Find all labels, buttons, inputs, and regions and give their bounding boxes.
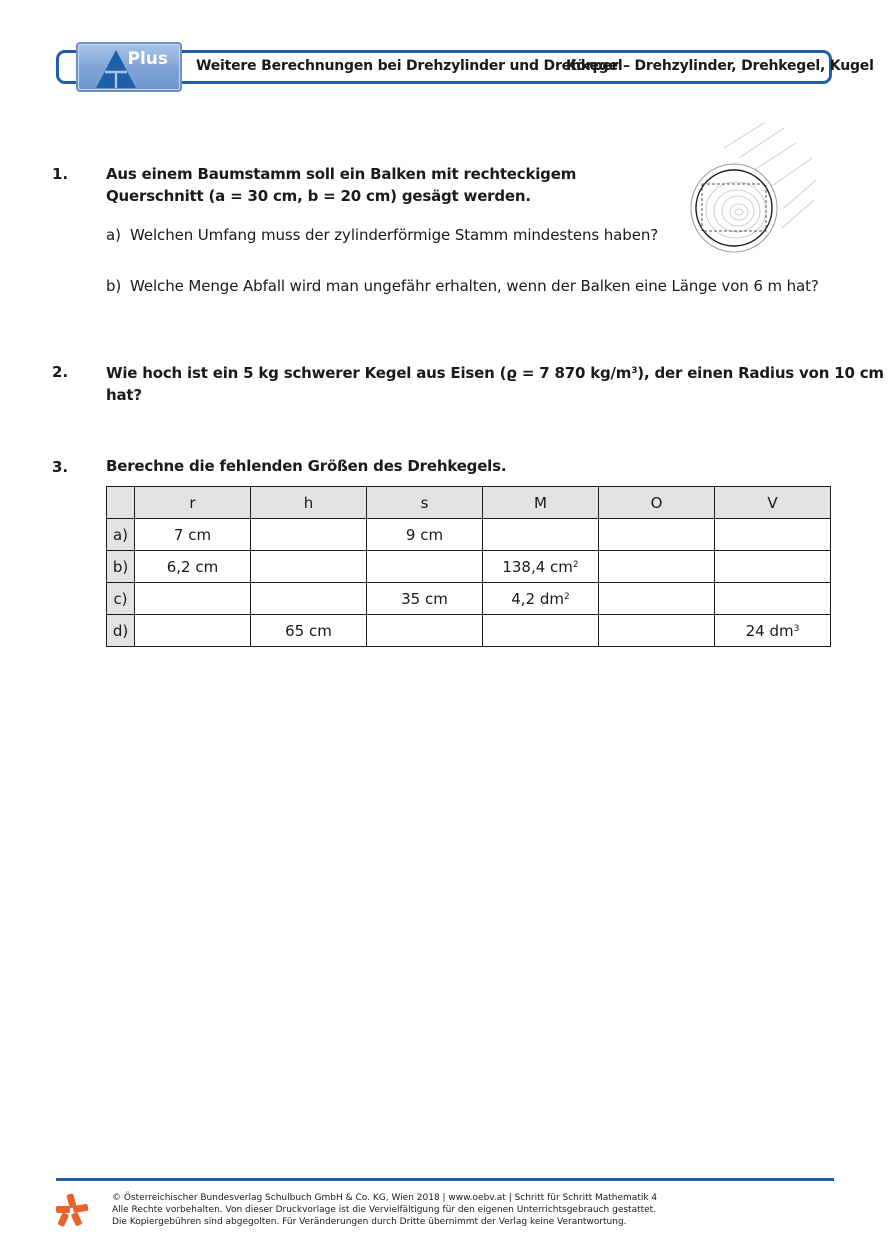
footer-text bbox=[112, 1192, 792, 1228]
task1-number: 1. bbox=[52, 165, 69, 183]
table-corner-cell bbox=[107, 487, 135, 519]
cell-s bbox=[367, 615, 483, 647]
cell-r bbox=[135, 583, 251, 615]
task1-a-label: a) bbox=[106, 226, 121, 244]
table-row bbox=[107, 519, 831, 551]
cell-V bbox=[715, 551, 831, 583]
cell-M bbox=[483, 551, 599, 583]
cell-M-sup: 2 bbox=[564, 591, 570, 602]
cell-V bbox=[715, 519, 831, 551]
task1-line2: Querschnitt (a = 30 cm, b = 20 cm) gesägt werden. bbox=[106, 187, 531, 205]
cell-V-sup: 3 bbox=[793, 623, 800, 634]
drehkegel-table bbox=[106, 486, 831, 647]
table-header-h: h bbox=[251, 487, 367, 519]
header-topic: Körper – Drehzylinder, Drehkegel, Kugel bbox=[566, 58, 874, 74]
task1-line1: Aus einem Baumstamm soll ein Balken mit rechteckigem bbox=[106, 165, 577, 183]
table-header-M: M bbox=[483, 487, 599, 519]
task2-number: 2. bbox=[52, 363, 69, 381]
cell-h bbox=[251, 551, 367, 583]
header-title: Weitere Berechnungen bei Drehzylinder und Drehkegel bbox=[196, 58, 623, 74]
task2-sup: 3 bbox=[631, 366, 638, 376]
footer-line2: Alle Rechte vorbehalten. Von dieser Druckvorlage ist die Vervielfältigung für den eigenen Unterrichtsgebrauch gestattet. bbox=[112, 1205, 657, 1215]
cell-M bbox=[483, 583, 599, 615]
cell-O bbox=[599, 551, 715, 583]
table-header-r: r bbox=[135, 487, 251, 519]
task1-b-text: Welche Menge Abfall wird man ungefähr erhalten, wenn der Balken eine Länge von 6 m hat? bbox=[130, 277, 819, 295]
table-header-V: V bbox=[715, 487, 831, 519]
cell-r: 6,2 cm bbox=[135, 551, 251, 583]
table-row bbox=[107, 583, 831, 615]
cell-O bbox=[599, 519, 715, 551]
row-label: a) bbox=[107, 519, 135, 551]
cell-s: 9 cm bbox=[367, 519, 483, 551]
task1-text bbox=[106, 163, 576, 207]
task2-text-post: ), der einen Radius von 10 cm hat? bbox=[106, 364, 884, 404]
publisher-logo-icon bbox=[54, 1192, 90, 1228]
task1-b bbox=[106, 276, 819, 296]
cell-r: 7 cm bbox=[135, 519, 251, 551]
cell-M-value: 138,4 cm bbox=[502, 557, 573, 576]
table-header-row bbox=[107, 487, 831, 519]
task3-text: Berechne die fehlenden Größen des Drehkegels. bbox=[106, 457, 507, 475]
cell-V-value: 24 dm bbox=[745, 621, 794, 640]
table-row bbox=[107, 551, 831, 583]
cell-h bbox=[251, 519, 367, 551]
task2-text bbox=[106, 360, 890, 406]
cell-s bbox=[367, 551, 483, 583]
task1-a-text: Welchen Umfang muss der zylinderförmige Stamm mindestens haben? bbox=[130, 226, 659, 244]
task2-text-pre: Wie hoch ist ein 5 kg schwerer Kegel aus Eisen (ϱ = 7 870 kg/m bbox=[106, 364, 632, 382]
cell-M bbox=[483, 519, 599, 551]
table-header-O: O bbox=[599, 487, 715, 519]
footer-divider bbox=[56, 1178, 834, 1181]
cell-O bbox=[599, 615, 715, 647]
cell-M bbox=[483, 615, 599, 647]
footer-line1: © Österreichischer Bundesverlag Schulbuch GmbH & Co. KG, Wien 2018 | www.oebv.at | Schritt für Schritt Mathematik 4 bbox=[112, 1193, 658, 1203]
cell-V bbox=[715, 615, 831, 647]
task1-a bbox=[106, 225, 658, 245]
cell-r bbox=[135, 615, 251, 647]
cell-s: 35 cm bbox=[367, 583, 483, 615]
table-row bbox=[107, 615, 831, 647]
tree-trunk-illustration bbox=[684, 118, 824, 258]
cell-h: 65 cm bbox=[251, 615, 367, 647]
cell-M-value: 4,2 dm bbox=[511, 589, 565, 608]
row-label: d) bbox=[107, 615, 135, 647]
cell-O bbox=[599, 583, 715, 615]
cell-M-sup: 2 bbox=[572, 559, 579, 570]
plus-logo bbox=[76, 42, 182, 92]
row-label: c) bbox=[107, 583, 135, 615]
row-label: b) bbox=[107, 551, 135, 583]
footer-line3: Die Kopiergebühren sind abgegolten. Für Veränderungen durch Dritte übernimmt der Verlag keine Verantwortung. bbox=[112, 1217, 627, 1227]
task1-b-label: b) bbox=[106, 277, 122, 295]
cell-V bbox=[715, 583, 831, 615]
logo-text: Plus bbox=[127, 49, 168, 69]
task3-number: 3. bbox=[52, 458, 69, 476]
table-header-s: s bbox=[367, 487, 483, 519]
cell-h bbox=[251, 583, 367, 615]
